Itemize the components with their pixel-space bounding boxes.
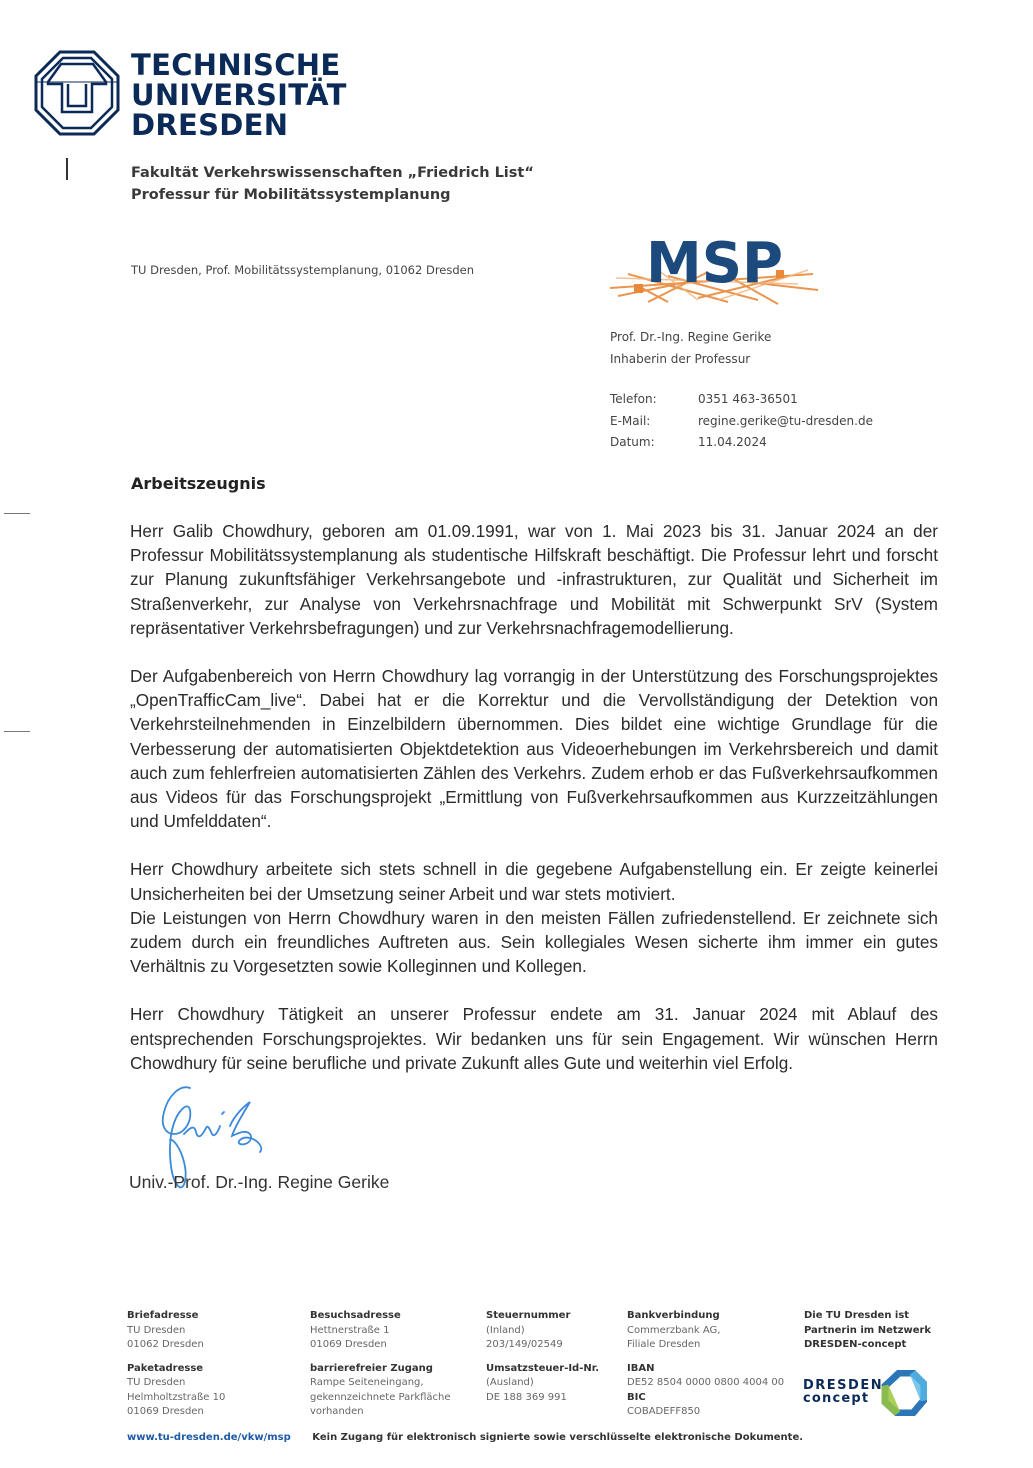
footer-line: Partnerin im Netzwerk <box>804 1324 932 1336</box>
footer-line: (Inland) <box>486 1324 525 1336</box>
footer-heading: Umsatzsteuer-Id-Nr. <box>486 1362 600 1374</box>
footer-line: COBADEFF850 <box>627 1406 701 1417</box>
footer-line: 01069 Dresden <box>310 1339 387 1350</box>
footer-heading: IBAN <box>627 1362 655 1374</box>
dresden-concept-ring-icon <box>881 1370 927 1416</box>
email-label: E-Mail: <box>610 413 651 428</box>
email-value[interactable]: regine.gerike@tu-dresden.de <box>698 413 873 428</box>
footer-line: DRESDEN-concept <box>804 1339 907 1350</box>
footer-col-tax <box>486 1309 599 1405</box>
footer-line: Helmholtzstraße 10 <box>127 1391 226 1403</box>
chair-name: Professur für Mobilitätssystemplanung <box>131 187 451 203</box>
dresden-concept-line1: DRESDEN <box>803 1378 884 1393</box>
footer-line: DE 188 369 991 <box>486 1391 567 1403</box>
footer-bottom-line <box>127 1432 803 1443</box>
electronic-access-notice: Kein Zugang für elektronisch signierte sowie verschlüsselte elektronische Dokumente. <box>312 1432 804 1443</box>
footer-heading: barrierefreier Zugang <box>310 1362 433 1374</box>
paragraph: Der Aufgabenbereich von Herrn Chowdhury lag vorrangig in der Unterstützung des Forschungsprojektes „OpenTrafficCam_live“. Dabei hat er die Korrektur und die Vervollständigung der Detektion von Verkehrsteilnehmenden in Einzelbildern übernommen. Dies bildet eine wichtige Grundlage für die Verbesserung der automatisierten Objektdetektion aus Videoerhebungen im Verkehrsbereich und damit auch zum fehlerfreien automatisierten Zählen des Verkehrs. Zudem erhob er das Fußverkehrsaufkommen aus Videos für das Forschungsprojekt „Ermittlung von Fußverkehrsaufkommen aus Kurzzeitzählungen und Umfelddaten“. <box>130 666 938 832</box>
footer-line: TU Dresden <box>127 1377 186 1388</box>
date-label: Datum: <box>610 435 655 449</box>
footer-line: Commerzbank AG, <box>627 1324 721 1336</box>
sender-line: TU Dresden, Prof. Mobilitätssystemplanung, 01062 Dresden <box>131 263 475 277</box>
footer-line: gekennzeichnete Parkfläche <box>310 1391 451 1403</box>
university-name-line: DRESDEN <box>131 108 289 142</box>
paragraph: Herr Chowdhury Tätigkeit an unserer Professur endete am 31. Januar 2024 mit Ablauf des entsprechenden Forschungsprojektes. Wir bedanken uns für sein Engagement. Wir wünschen Herrn Chowdhury für seine berufliche und private Zukunft alles Gute und weiterhin viel Erfolg. <box>130 1004 938 1073</box>
university-name <box>131 50 347 140</box>
faculty-block <box>131 162 534 206</box>
footer-line: 01069 Dresden <box>127 1406 204 1417</box>
university-name-line: TECHNISCHE <box>131 48 341 82</box>
tu-dresden-logo-icon <box>34 50 120 136</box>
date-value: 11.04.2024 <box>698 435 767 449</box>
signatory-name: Univ.-Prof. Dr.-Ing. Regine Gerike <box>129 1172 390 1192</box>
fold-mark <box>4 731 30 732</box>
dresden-concept-line2: concept <box>803 1391 870 1406</box>
footer-line: Filiale Dresden <box>627 1339 701 1350</box>
footer-line: DE52 8504 0000 0800 4004 00 <box>627 1377 785 1388</box>
contact-role: Inhaberin der Professur <box>610 352 751 366</box>
contact-name: Prof. Dr.-Ing. Regine Gerike <box>610 330 772 344</box>
footer-heading: Briefadresse <box>127 1310 199 1321</box>
footer-line: vorhanden <box>310 1406 364 1417</box>
letter-body <box>130 519 938 1099</box>
contact-email-row <box>610 411 873 433</box>
footer-heading: Paketadresse <box>127 1362 204 1374</box>
footer-heading: Steuernummer <box>486 1310 571 1321</box>
paragraph: Herr Chowdhury arbeitete sich stets schnell in die gegebene Aufgabenstellung ein. Er zeigte keinerlei Unsicherheiten bei der Umsetzung seiner Arbeit und war stets motiviert. <box>130 859 938 904</box>
footer-col-visit <box>310 1309 451 1420</box>
footer-col-addresses <box>127 1309 225 1420</box>
footer-line: 01062 Dresden <box>127 1339 204 1350</box>
contact-phone-row <box>610 389 873 411</box>
dresden-concept-logo <box>803 1376 928 1420</box>
footer-line: Hettnerstraße 1 <box>310 1324 390 1336</box>
contact-details <box>610 389 873 454</box>
document-title: Arbeitszeugnis <box>131 474 266 493</box>
footer-col-bank <box>627 1309 784 1420</box>
footer-line: Die TU Dresden ist <box>804 1310 910 1321</box>
fold-mark <box>4 513 30 514</box>
phone-value: 0351 463-36501 <box>698 392 798 406</box>
footer-heading: Bankverbindung <box>627 1310 720 1321</box>
svg-text:MSP: MSP <box>646 231 784 296</box>
contact-date-row <box>610 432 873 454</box>
footer-heading: BIC <box>627 1391 646 1403</box>
footer-line: (Ausland) <box>486 1377 534 1388</box>
paragraph: Die Leistungen von Herrn Chowdhury waren in den meisten Fällen zufriedenstellend. Er zeichnete sich zudem durch ein freundliches Auftreten aus. Sein kollegiales Wesen sicherte ihm immer ein gutes Verhältnis zu Vorgesetzten sowie Kolleginnen und Kollegen. <box>130 907 938 977</box>
divider <box>66 158 68 180</box>
footer-line: Rampe Seiteneingang, <box>310 1377 424 1388</box>
msp-logo-icon <box>608 226 820 306</box>
footer-line: TU Dresden <box>127 1324 186 1336</box>
footer-line: 203/149/02549 <box>486 1339 563 1350</box>
footer-heading: Besuchsadresse <box>310 1310 401 1321</box>
paragraph: Herr Galib Chowdhury, geboren am 01.09.1991, war von 1. Mai 2023 bis 31. Januar 2024 an der Professur Mobilitätssystemplanung als studentische Hilfskraft beschäftigt. Die Professur lehrt und forscht zur Planung zukunftsfähiger Verkehrsangebote und -infrastrukturen, zur Qualität und Sicherheit im Straßenverkehr, zur Analyse von Verkehrsnachfrage und Mobilität mit Schwerpunkt SrV (System repräsentativer Verkehrsbefragungen) und zur Verkehrsnachfragemodellierung. <box>130 521 938 638</box>
contact-person <box>610 326 771 370</box>
footer-partner <box>804 1309 931 1353</box>
phone-label: Telefon: <box>610 392 657 406</box>
faculty-name: Fakultät Verkehrswissenschaften „Friedrich List“ <box>131 165 534 181</box>
university-name-line: UNIVERSITÄT <box>131 78 347 112</box>
website-link[interactable]: www.tu-dresden.de/vkw/msp <box>127 1432 291 1443</box>
